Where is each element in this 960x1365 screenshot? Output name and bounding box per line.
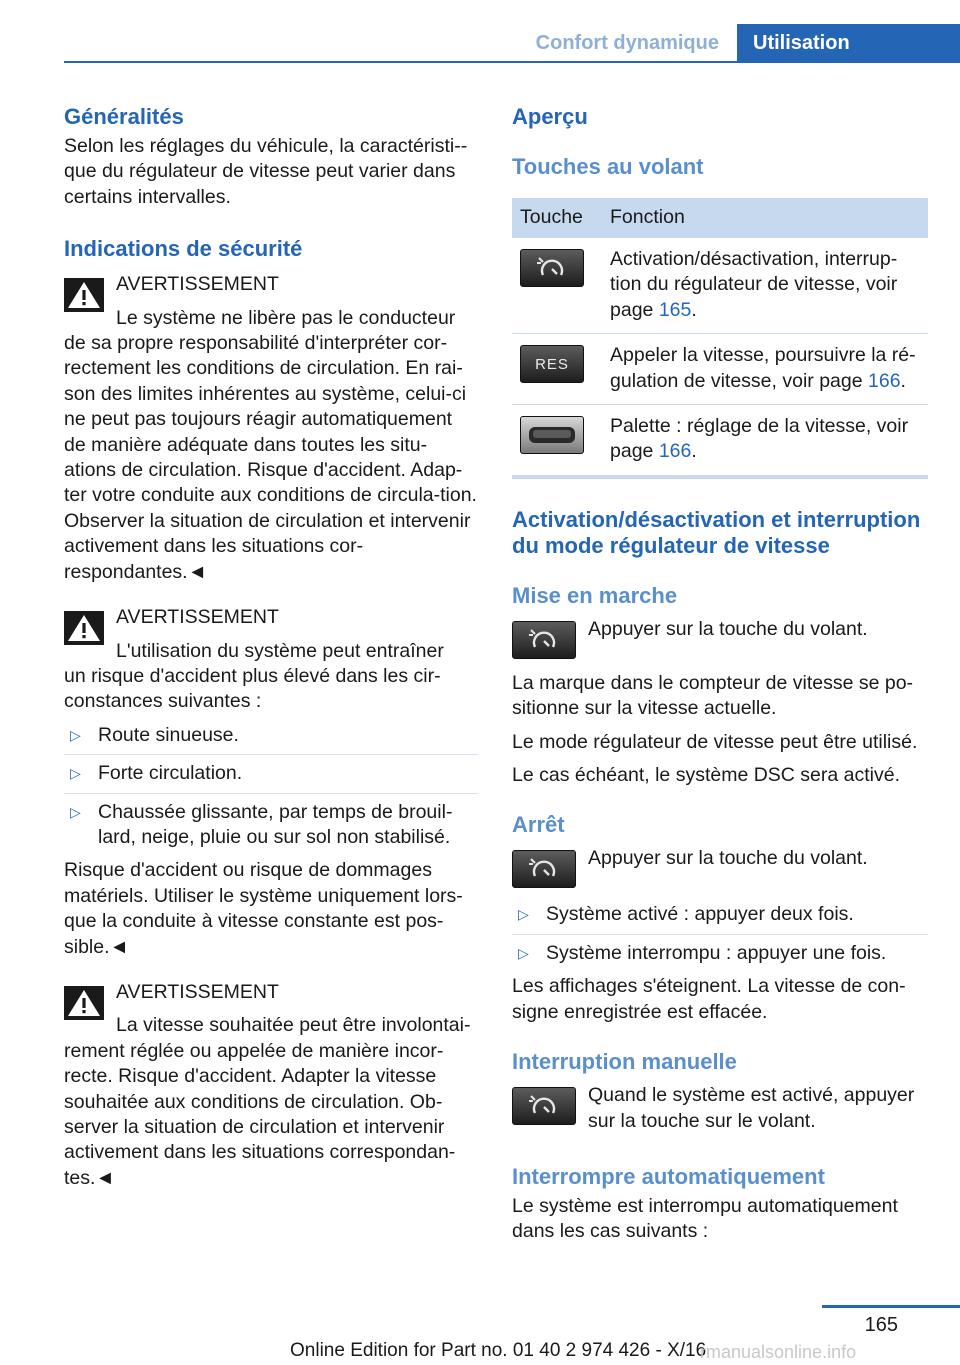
stop-list — [512, 902, 928, 966]
general-paragraph: Selon les réglages du véhicule, la caractéristi-que du régulateur de vitesse peut varier dans certains intervalles. — [64, 135, 468, 208]
edition-text: Online Edition for Part no. 01 40 2 974 426 - X/16 — [290, 1340, 707, 1361]
cruise-control-key-icon — [512, 1087, 576, 1125]
cruise-control-key-icon — [520, 249, 584, 287]
switch-on-paragraph-1: La marque dans le compteur de vitesse se po-sitionne sur la vitesse actuelle. — [512, 671, 914, 720]
header-section-tab: Confort dynamique — [535, 32, 719, 54]
table-cell-text: Appeler la vitesse, poursuivre la ré-gulation de vitesse, voir page — [610, 344, 916, 392]
rocker-switch-icon — [520, 416, 584, 454]
divider — [512, 934, 928, 935]
table-row: Activation/désactivation, interrup-tion du régulateur de vitesse, voir page 165. — [512, 238, 928, 334]
triangle-bullet-icon: ▷ — [518, 944, 529, 961]
risk-paragraph: Risque d'accident ou risque de dommages matériels. Utiliser le système uniquement lors-que la conduite à vitesse constante est pos-sible.◄ — [64, 859, 463, 958]
manual-heading: Interruption manuelle — [512, 1049, 737, 1075]
res-key-icon: RES — [520, 345, 584, 383]
stop-heading: Arrêt — [512, 812, 565, 838]
warning-triangle-icon — [64, 278, 104, 312]
switch-on-paragraph-2: Le mode régulateur de vitesse peut être utilisé. — [512, 730, 918, 753]
warning-triangle-icon — [64, 986, 104, 1020]
divider — [64, 793, 478, 794]
page-link[interactable]: 166 — [658, 440, 692, 463]
warning-title: AVERTISSEMENT — [116, 606, 279, 629]
keys-table — [512, 198, 928, 479]
warning-title: AVERTISSEMENT — [116, 273, 279, 296]
table-row: RES Appeler la vitesse, poursuivre la ré-gulation de vitesse, voir page 166. — [512, 334, 928, 405]
manual-block — [512, 1083, 928, 1134]
list-item: ▷ Système interrompu : appuyer une fois. — [512, 941, 928, 966]
safety-heading: Indications de sécurité — [64, 236, 303, 262]
manual-text: Quand le système est activé, appuyer sur la touche sur le volant. — [588, 1084, 915, 1132]
table-header-row — [512, 198, 928, 238]
triangle-bullet-icon: ▷ — [70, 803, 81, 820]
overview-heading: Aperçu — [512, 104, 588, 129]
table-header-fonction: Fonction — [602, 198, 928, 238]
warning-block-1 — [64, 272, 478, 331]
list-item: ▷ Forte circulation. — [64, 761, 478, 786]
switch-on-text: Appuyer sur la touche du volant. — [588, 617, 868, 640]
list-item: ▷ Chaussée glissante, par temps de brouil-lard, neige, pluie ou sur sol non stabilisé. — [70, 800, 453, 848]
page-number: 165 — [864, 1314, 898, 1336]
switch-on-paragraph-3: Le cas échéant, le système DSC sera activé. — [512, 764, 901, 787]
warning-text: rement réglée ou appelée de manière incor-recte. Risque d'accident. Adapter la vitesse souhaitée aux conditions de circulation. Ob-server la situation de circulation et intervenir activement dans les situations correspondan-tes.◄ — [64, 1039, 456, 1189]
table-cell-text: Activation/désactivation, interrup-tion du régulateur de vitesse, voir page — [610, 248, 898, 321]
warning-triangle-icon — [64, 611, 104, 645]
warning-text: un risque d'accident plus élevé dans les cir-constances suivantes : — [64, 664, 441, 713]
list-item: ▷ Système activé : appuyer deux fois. — [512, 902, 928, 927]
warning-text: de sa propre responsabilité d'interpréter cor-rectement les conditions de circulation. En rai-son des limites inhérentes au système, celui-ci ne peut pas toujours réagir automatiquement de manière adéquate dans toutes les situ-ations de circulation. Risque d'accident. Adap-ter votre conduite aux conditions de circula-tion. Observer la situation de circulation et intervenir activement dans les situations cor-respondantes.◄ — [64, 332, 477, 583]
stop-block — [512, 846, 928, 892]
table-header-touche: Touche — [512, 198, 602, 238]
header-rule — [64, 61, 960, 63]
left-column — [64, 100, 478, 1191]
divider — [64, 754, 478, 755]
right-column — [512, 100, 928, 1245]
auto-paragraph: Le système est interrompu automatiquement dans les cas suivants : — [512, 1194, 898, 1243]
warning-text-first: L'utilisation du système peut entraîner — [116, 639, 444, 662]
warning-block-3 — [64, 980, 478, 1039]
table-row: Palette : réglage de la vitesse, voir page 166. — [512, 405, 928, 477]
warning-block-2 — [64, 605, 478, 664]
cruise-control-key-icon — [512, 621, 576, 659]
triangle-bullet-icon: ▷ — [70, 726, 81, 743]
general-heading: Généralités — [64, 104, 184, 129]
list-item: ▷ Route sinueuse. — [64, 723, 478, 748]
conditions-list — [64, 723, 478, 851]
watermark: rmanualsonline.info — [700, 1342, 857, 1362]
triangle-bullet-icon: ▷ — [70, 765, 81, 782]
warning-text-first: Le système ne libère pas le conducteur — [116, 306, 456, 329]
page-link[interactable]: 166 — [868, 369, 901, 392]
footer-rule — [822, 1305, 960, 1308]
warning-text-first: La vitesse souhaitée peut être involontai- — [116, 1014, 471, 1037]
stop-paragraph: Les affichages s'éteignent. La vitesse de con-signe enregistrée est effacée. — [512, 975, 906, 1023]
auto-heading: Interrompre automatiquement — [512, 1163, 825, 1189]
warning-title: AVERTISSEMENT — [116, 980, 279, 1003]
table-cell-text: Palette : réglage de la vitesse, voir page — [610, 415, 909, 463]
switch-on-block — [512, 617, 928, 663]
activation-heading: Activation/désactivation et interruption du mode régulateur de vitesse — [512, 506, 921, 558]
cruise-control-key-icon — [512, 850, 576, 888]
header-chapter-tab: Utilisation — [737, 24, 960, 62]
triangle-bullet-icon: ▷ — [518, 906, 529, 923]
switch-on-heading: Mise en marche — [512, 582, 678, 608]
page-link[interactable]: 165 — [658, 298, 692, 321]
wheel-keys-heading: Touches au volant — [512, 154, 704, 179]
stop-text: Appuyer sur la touche du volant. — [588, 847, 868, 870]
